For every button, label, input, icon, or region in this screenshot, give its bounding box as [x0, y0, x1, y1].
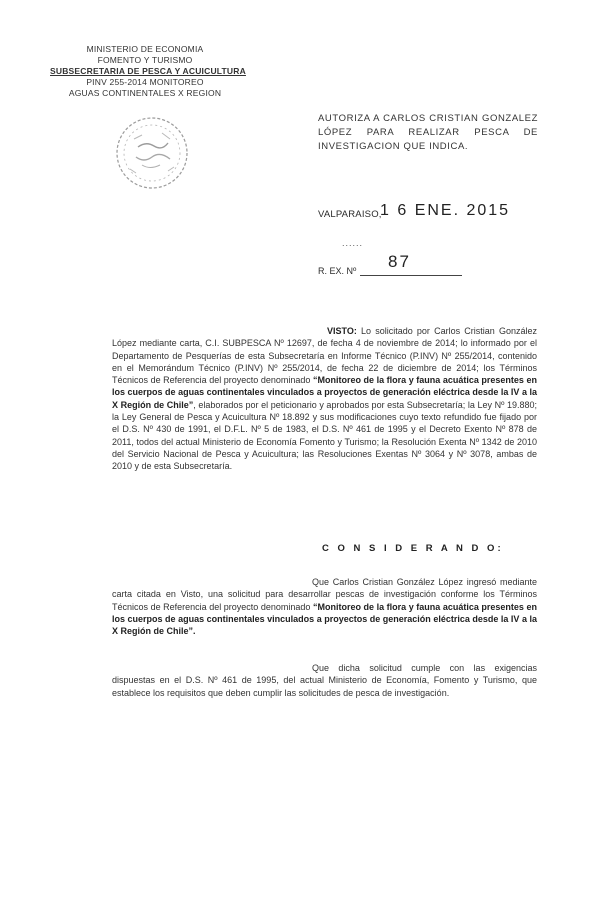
letterhead	[50, 44, 246, 99]
dotted-mark: ......	[342, 238, 364, 248]
considerando-paragraph-2	[112, 662, 537, 699]
rex-underline	[360, 275, 462, 276]
ministry-name-2: FOMENTO Y TURISMO	[97, 55, 193, 65]
visto-text-2: , elaborados por el peticionario y aprobados por esta Subsecretaría; la Ley Nº 19.880; la Ley General de Pesca y Acuicultura Nº 18.892 y sus modificaciones cuyo texto refundido fue fijado por el D.S. Nº 430 de 1991, el D.F.L. Nº 5 de 1983, el D.S. Nº 461 de 1995 y el Decreto Exento Nº 878 de 2011, todos del actual Ministerio de Economía Fomento y Turismo; la Resolución Exenta Nº 1342 de 2010 del Servicio Nacional de Pesca y Acuicultura; las Resoluciones Exentas Nº 3064 y Nº 3078, ambas de 2010 y de esta Subsecretaría.	[112, 399, 537, 472]
resolution-subject	[318, 112, 538, 154]
considerando-text-2: Que dicha solicitud cumple con las exigencias dispuestas en el D.S. Nº 461 de 1995, del actual Ministerio de Economía, Fomento y Turismo, que establece los requisitos que deben cumplir las solicitudes de pesca de investigación.	[112, 663, 537, 698]
ministry-name: MINISTERIO DE ECONOMIA	[86, 44, 204, 54]
rex-number: 87	[388, 252, 411, 271]
visto-paragraph	[112, 325, 537, 473]
subsecretaria-name: SUBSECRETARIA DE PESCA Y ACUICULTURA	[50, 66, 246, 76]
visto-text-1: Lo solicitado por Carlos Cristian González López mediante carta, C.I. SUBPESCA Nº 12697, de fecha 4 de noviembre de 2014; lo informado por el Departamento de Pesquerías de esta Subsecretaría en Informe Técnico (P.INV) Nº 255/2014, contenido en el Memorándum Técnico (P.INV) Nº 255/2014, de fecha 22 de diciembre de 2014; los Términos Técnicos de Referencia del proyecto denominado	[112, 326, 537, 386]
considerando-heading: C O N S I D E R A N D O:	[322, 543, 504, 554]
subject-line-1: AUTORIZA A CARLOS CRISTIAN GONZALEZ	[318, 113, 538, 124]
place-label: VALPARAISO,	[318, 209, 382, 220]
official-seal-stamp	[112, 113, 192, 193]
date-stamp: 1 6 ENE. 2015	[380, 202, 511, 219]
considerando-text-1: Que Carlos Cristian González López ingresó mediante carta citada en Visto, una solicitud para desarrollar pescas de investigación conforme los Términos Técnicos de Referencia del proyecto denominado	[112, 577, 537, 612]
subject-line-2: LÓPEZ PARA REALIZAR PESCA DE	[318, 127, 538, 138]
visto-project-title: “Monitoreo de la flora y fauna acuática presentes en los cuerpos de aguas continentales vinculados a proyectos de generación eléctrica desde la IV a la X Región de Chile”	[112, 375, 537, 410]
visto-heading: VISTO:	[327, 326, 357, 336]
date-line	[318, 200, 558, 224]
reference-code: PINV 255-2014 MONITOREO	[86, 77, 204, 87]
reference-area: AGUAS CONTINENTALES X REGION	[68, 88, 222, 98]
subject-line-3: INVESTIGACION QUE INDICA.	[318, 141, 469, 152]
considerando-project-title: “Monitoreo de la flora y fauna acuática presentes en los cuerpos de aguas continentales vinculados a proyectos de generación eléctrica desde la IV a la X Región de Chile”.	[112, 601, 537, 637]
resolution-number	[318, 252, 468, 278]
considerando-paragraph-1	[112, 576, 537, 637]
rex-label: R. EX. Nº	[318, 266, 357, 276]
